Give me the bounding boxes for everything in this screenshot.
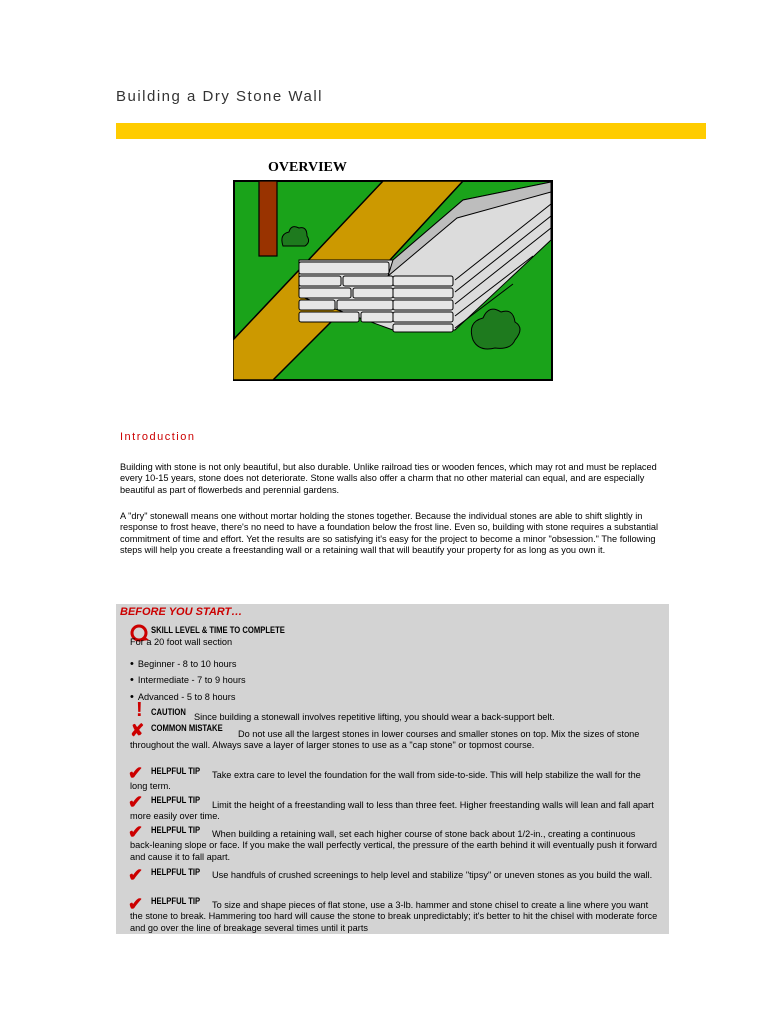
helpful-tip-text: When building a retaining wall, set each higher course of stone back about 1/2-in., creating a continuous back-leaning slope or face. If you make the wall perfectly vertical, the pressure of the earth behind it will eventually push it forward and cause it to fall apart. [130,829,658,862]
helpful-tip-text: Use handfuls of crushed screenings to help level and stabilize "tipsy" or uneven stones as you build the wall. [212,870,653,880]
common-mistake-text: Do not use all the largest stones in lower courses and smaller stones on top. Mix the sizes of stone throughout the wall. Always save a layer of larger stones to use as a "cap stone" or topmost course. [130,729,640,751]
caution-text: Since building a stonewall involves repetitive lifting, you should wear a back-support belt. [194,712,555,722]
checkmark-icon: ✔ [128,865,144,885]
exclamation-icon: ! [136,699,143,721]
page-title: Building a Dry Stone Wall [116,88,324,105]
helpful-tip-label: HELPFUL TIP [151,825,201,835]
x-mark-icon: ✘ [130,721,145,740]
level-item: • Beginner - 8 to 10 hours [130,658,237,670]
before-you-start-panel [116,604,669,934]
intro-paragraph-1: Building with stone is not only beautiful, but also durable. Unlike railroad ties or wooden fences, which may rot and must be replaced every 10-15 years, stone does not deteriorate. Stone walls also offer a charm that no other material can equal, and are especially beautiful as part of flowerbeds and perennial gardens. [120,462,657,495]
helpful-tip-label: HELPFUL TIP [151,867,201,877]
level-item: • Intermediate - 7 to 9 hours [130,674,246,686]
skill-level-text: For a 20 foot wall section [130,637,233,647]
level-item: • Advanced - 5 to 8 hours [130,691,236,703]
helpful-tip-text: Limit the height of a freestanding wall to less than three feet. Higher freestanding walls will lean and fall apart more easily over time. [130,800,654,822]
caution-label: CAUTION [151,707,186,717]
helpful-tip-label: HELPFUL TIP [151,795,201,805]
helpful-tip-text: To size and shape pieces of flat stone, use a 3-lb. hammer and stone chisel to create a line where you want the stone to break. Hammering too hard will cause the stone to break unpredictably; it's better to hit the chisel with moderate force and go over the line of breakage several times until it parts [130,900,658,933]
common-mistake-label: COMMON MISTAKE [151,723,223,733]
checkmark-icon: ✔ [128,894,144,914]
stone-wall-illustration [233,180,553,381]
intro-paragraph-2: A "dry" stonewall means one without mortar holding the stones together. Because the individual stones are able to shift slightly in response to frost heave, there's no need to have a foundation below the frost line. Even so, building with stone requires a substantial commitment of time and effort. Yet the results are so satisfying it's easy for the project to become a minor "obsession." The following steps will help you create a freestanding wall or a retaining wall that will beautify your property for as long as you own it. [120,511,659,556]
before-you-start-heading: BEFORE YOU START… [120,606,243,618]
helpful-tip-text: Take extra care to level the foundation for the wall from side-to-side. This will help stabilize the wall for the long term. [130,770,641,792]
introduction-heading: Introduction [120,431,196,443]
skill-level-label: SKILL LEVEL & TIME TO COMPLETE [151,625,285,635]
header-accent-bar [116,123,706,139]
helpful-tip-label: HELPFUL TIP [151,766,201,776]
checkmark-icon: ✔ [128,822,144,842]
helpful-tip-label: HELPFUL TIP [151,896,201,906]
tree-trunk [259,181,277,256]
checkmark-icon: ✔ [128,792,144,812]
overview-heading: OVERVIEW [268,160,347,175]
checkmark-icon: ✔ [128,763,144,783]
